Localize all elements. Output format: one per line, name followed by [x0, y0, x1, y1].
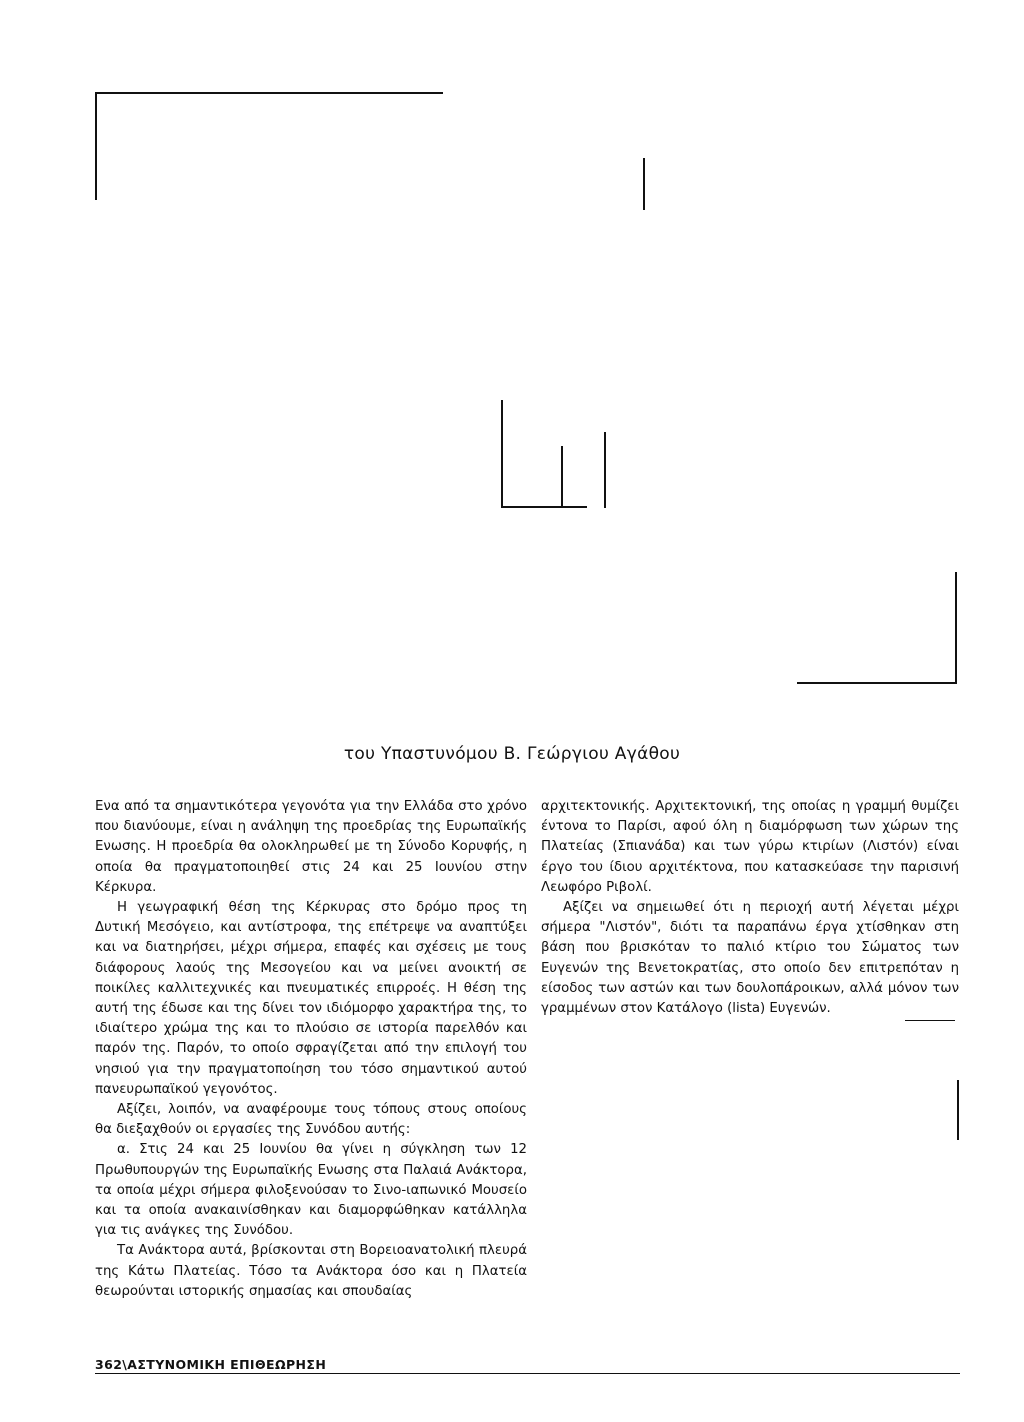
center-mark-right — [604, 432, 606, 508]
paragraph: Αξίζει, λοιπόν, να αναφέρουμε τους τόπους στους οποίους θα διεξαχθούν οι εργασίες της Συνόδου αυτής: — [95, 1102, 527, 1138]
photo-frame-right-rule — [643, 158, 645, 210]
right-margin-mark — [957, 1080, 959, 1140]
center-mark-mid — [561, 446, 563, 506]
paragraph: αρχιτεκτονικής. Αρχιτεκτονική, της οποίας η γραμμή θυμίζει έντονα το Παρίσι, αφού όλη η διαμόρφωση των χώρων της Πλατείας (Σπιανάδα) και των γύρω κτιρίων (Λιστόν) είναι έργο του ίδιου αρχιτέκτονα, που κατασκεύασε την παρισινή Λεωφόρο Ριβολί. — [541, 799, 959, 895]
paragraph: Ενα από τα σημαντικότερα γεγονότα για την Ελλάδα στο χρόνο που διανύουμε, είναι η ανάληψη της προεδρίας της Ευρωπαϊκής Ενωσης. Η προεδρία θα ολοκληρωθεί με τη Σύνοδο Κορυφής, η οποία θα πραγματοποιηθεί στις 24 και 25 Ιουνίου στην Κέρκυρα. — [95, 799, 527, 895]
footer-rule — [95, 1373, 960, 1374]
page-footer-label: 362\ΑΣΤΥΝΟΜΙΚΗ ΕΠΙΘΕΩΡΗΣΗ — [95, 1357, 327, 1372]
photo-frame-top-rule — [95, 92, 443, 94]
bracket-vertical — [955, 572, 957, 684]
article-left-column — [95, 797, 527, 1302]
center-mark-left — [501, 400, 503, 508]
bracket-horizontal — [797, 682, 957, 684]
paragraph: Αξίζει να σημειωθεί ότι η περιοχή αυτή λέγεται μέχρι σήμερα "Λιστόν", διότι τα παραπάνω έργα χτίσθηκαν στη βάση που βρισκόταν το παλιό κτίριο του Σώματος των Ευγενών της Βενετοκρατίας, στο οποίο δεν επιτρεπόταν η είσοδος των αστών και των δουλοπάροικων, αλλά μόνον των γραμμένων στον Κατάλογο (lista) Ευγενών. — [541, 900, 959, 1017]
paragraph: α. Στις 24 και 25 Ιουνίου θα γίνει η σύγκληση των 12 Πρωθυπουργών της Ευρωπαϊκής Ενωσης στα Παλαιά Ανάκτορα, τα οποία μέχρι σήμερα φιλοξενούσαν το Σινο-ιαπωνικό Μουσείο και τα οποία ανακαινίσθηκαν και διαμορφώθηκαν κατάλληλα για τις ανάγκες της Συνόδου. — [95, 1142, 527, 1239]
paragraph: Η γεωγραφική θέση της Κέρκυρας στο δρόμο προς τη Δυτική Μεσόγειο, και αντίστροφα, της επέτρεψε να αναπτύξει και να διατηρήσει, μέχρι σήμερα, επαφές και σχέσεις με τους διάφορους λαούς της Μεσογείου και να μείνει ανοικτή σε ποικίλες καλλιτεχνικές και πνευματικές επιρροές. Η θέση της αυτή της έδωσε και της δίνει τον ιδιόμορφο χαρακτήρα της, το ιδιαίτερο χρώμα της και το πλούσιο σε ιστορία παρελθόν και παρόν της. Παρόν, το οποίο σφραγίζεται από την επιλογή του νησιού για την πραγματοποίηση του τόσο σημαντικού αυτού πανευρωπαϊκού γεγονότος. — [95, 900, 527, 1097]
center-mark-base — [503, 506, 587, 508]
paragraph: Τα Ανάκτορα αυτά, βρίσκονται στη Βορειοανατολική πλευρά της Κάτω Πλατείας. Τόσο τα Ανάκτορα όσο και η Πλατεία θεωρούνται ιστορικής σημασίας και σπουδαίας — [95, 1243, 527, 1299]
article-right-column — [541, 797, 959, 1019]
author-byline: του Υπαστυνόμου Β. Γεώργιου Αγάθου — [343, 744, 681, 764]
photo-frame-left-rule — [95, 92, 97, 200]
end-of-article-rule — [905, 1020, 955, 1021]
